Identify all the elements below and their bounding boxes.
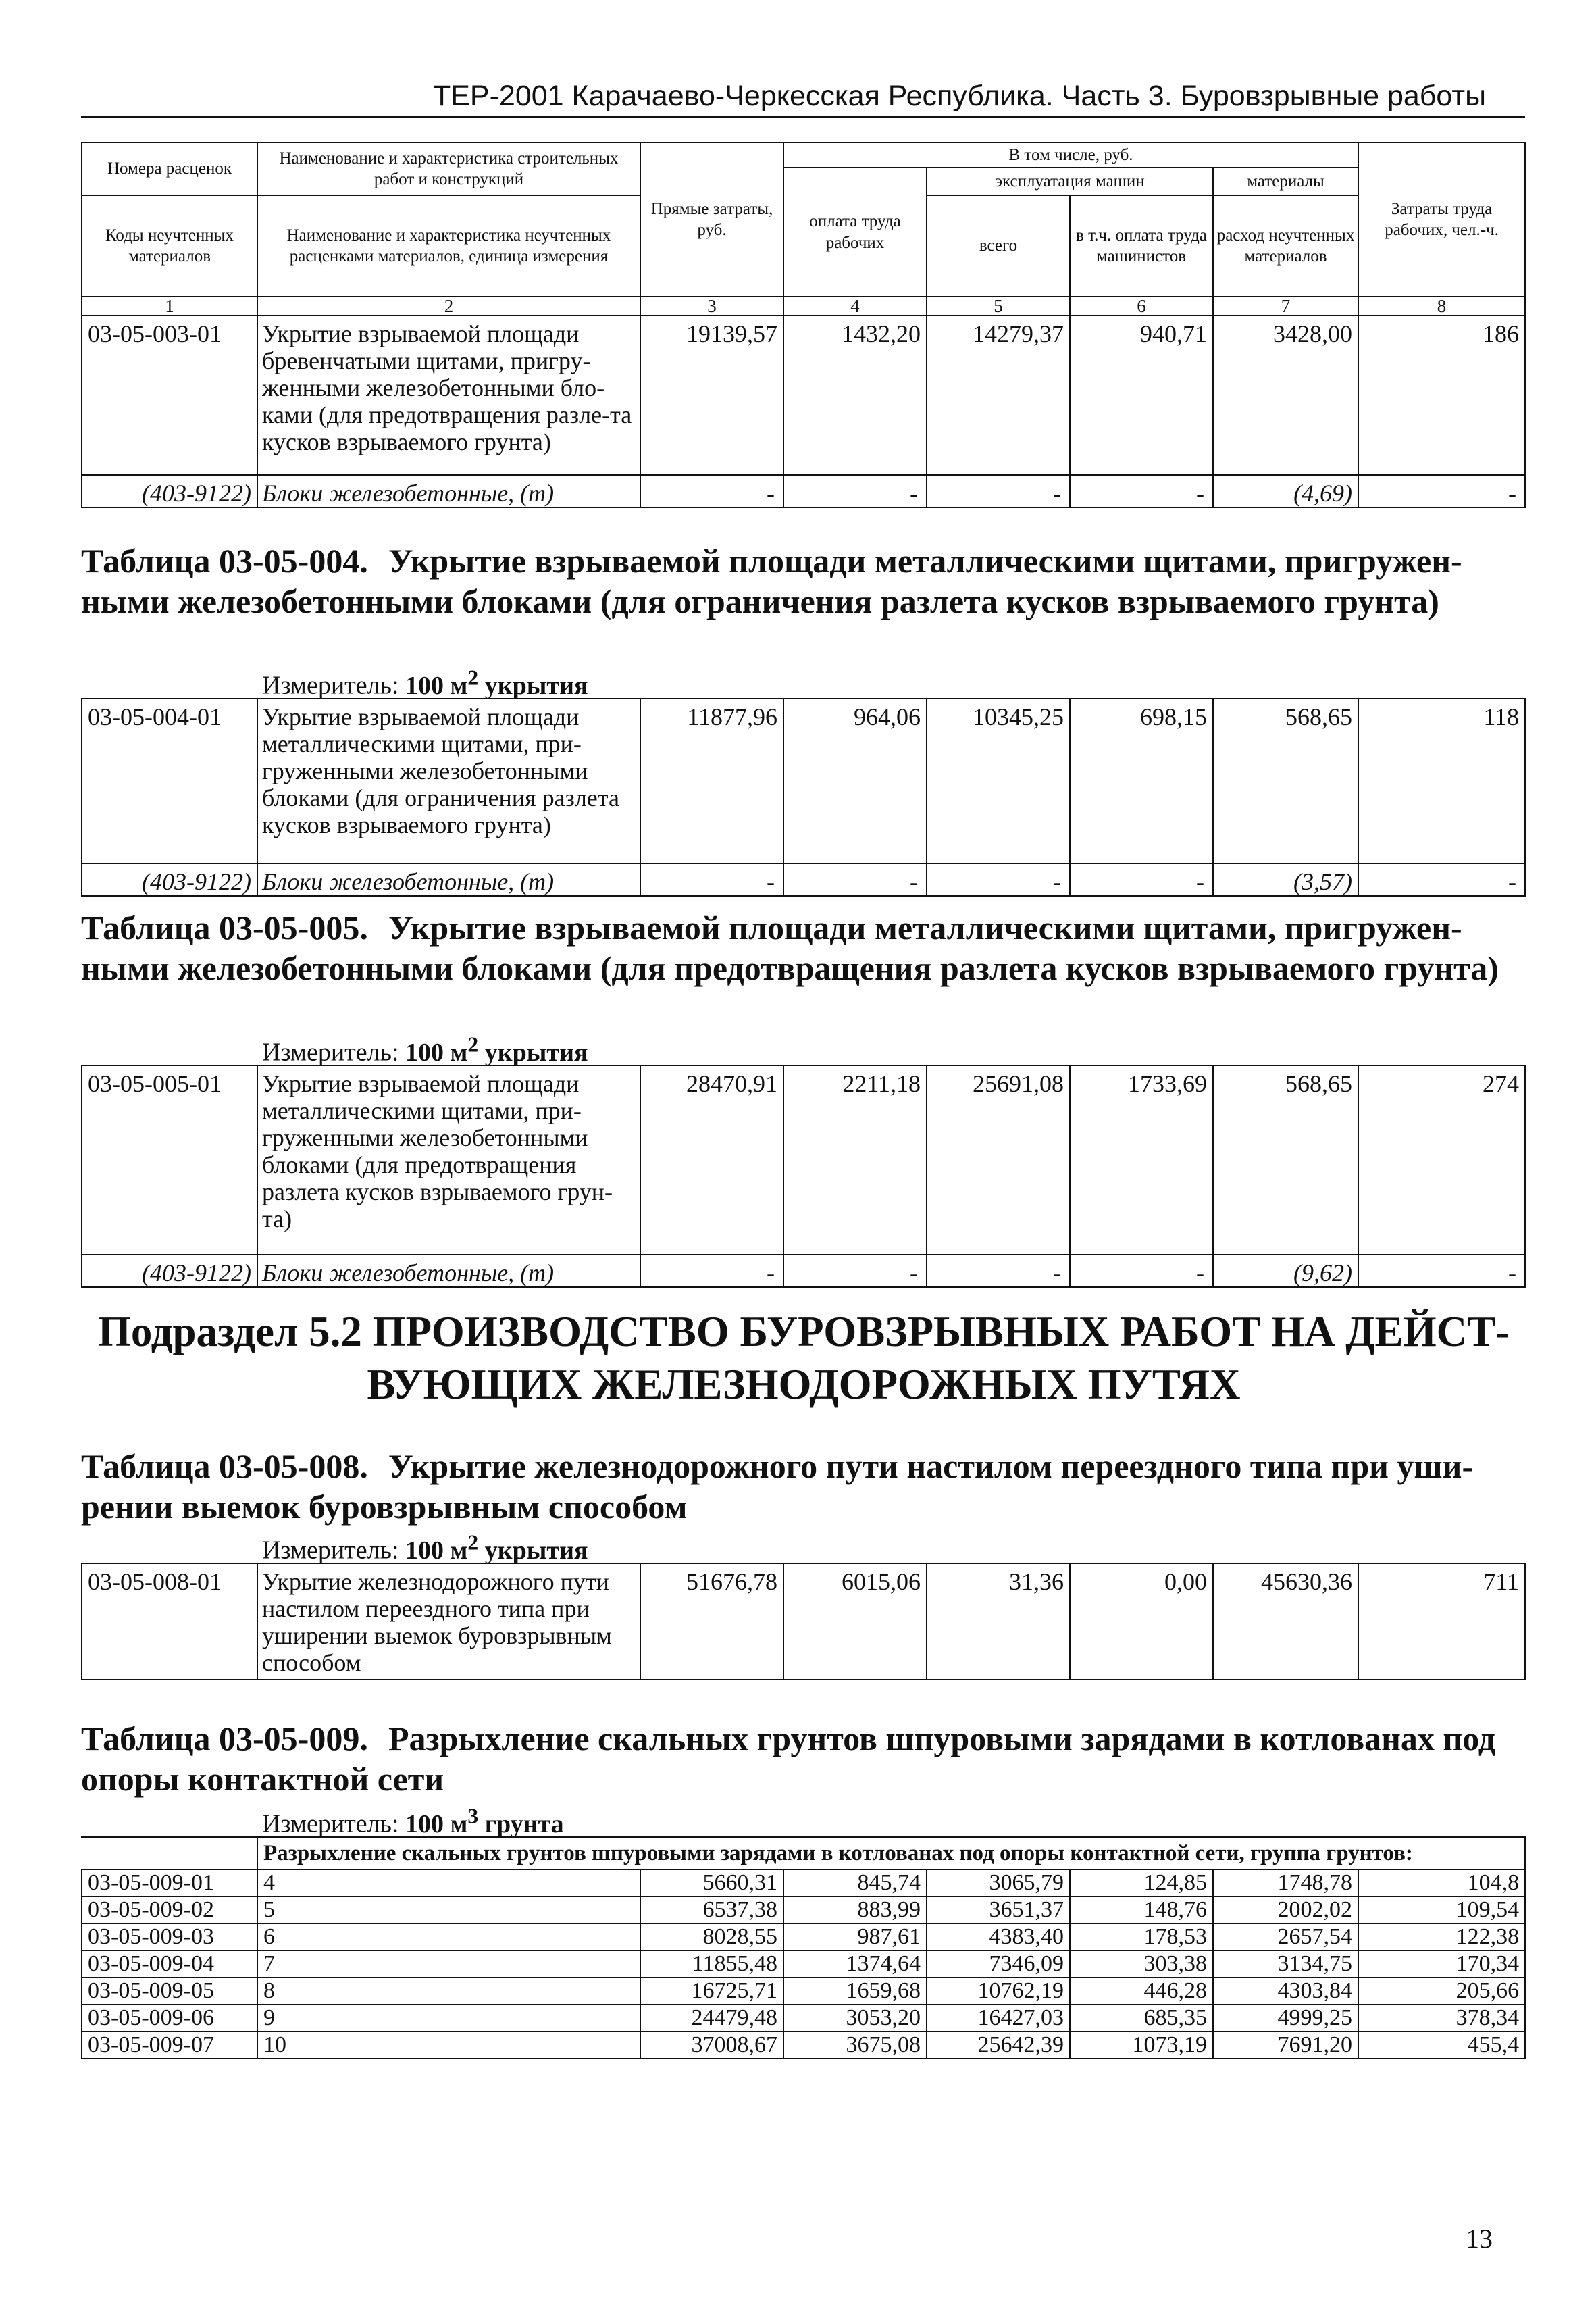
operator-pay: 685,35 <box>1070 2005 1213 2032</box>
material-code: (403-9122) <box>82 863 257 896</box>
machines-total: 7346,09 <box>927 1951 1070 1978</box>
labor-pay: 3675,08 <box>783 2032 927 2059</box>
table-row <box>82 1923 1525 1951</box>
operator-pay: 1073,19 <box>1070 2032 1213 2059</box>
table-row <box>82 2005 1525 2032</box>
machines-total: 14279,37 <box>927 316 1070 475</box>
direct-cost: 5660,31 <box>640 1869 783 1896</box>
labor-pay: 845,74 <box>783 1869 927 1896</box>
labor-hours: 118 <box>1358 699 1525 863</box>
table-005-measure <box>262 1032 588 1067</box>
material-value: - <box>927 1255 1070 1287</box>
machines-subheader: эксплуатация машин <box>927 168 1213 195</box>
table-008-measure <box>262 1530 588 1565</box>
materials-cost: 4999,25 <box>1213 2005 1358 2032</box>
labor-hours: 205,66 <box>1358 1978 1525 2005</box>
labor-pay: 1374,64 <box>783 1951 927 1978</box>
col7-header: расход неучтенных материалов <box>1213 195 1358 297</box>
soil-group: 8 <box>257 1978 640 2005</box>
table-004-measure <box>262 665 588 701</box>
machines-total: 10762,19 <box>927 1978 1070 2005</box>
table-004-title <box>81 540 1513 622</box>
page-number: 13 <box>1466 2223 1493 2254</box>
table-009-rows <box>82 1869 1525 2059</box>
col5-header: всего <box>927 195 1070 297</box>
measure-power: 2 <box>467 665 479 689</box>
rate-description: Укрытие взрываемой площади металлическими щитами, при-груженными железобетонными блоками (для предотвращения разлета кусков взрываемого грун-та) <box>257 1065 640 1255</box>
labor-pay: 6015,06 <box>783 1563 927 1680</box>
col1-top-header: Номера расценок <box>82 143 257 195</box>
measure-prefix: Измеритель: <box>262 1809 405 1838</box>
col-number: 6 <box>1070 297 1213 316</box>
labor-hours: 186 <box>1358 316 1525 475</box>
operator-pay: 698,15 <box>1070 699 1213 863</box>
machines-total: 25691,08 <box>927 1065 1070 1255</box>
table-005-title <box>81 907 1513 988</box>
material-name: Блоки железобетонные, (т) <box>257 863 640 896</box>
labor-pay: 883,99 <box>783 1896 927 1923</box>
rates-table-008 <box>81 1563 1526 1680</box>
direct-cost: 11855,48 <box>640 1951 783 1978</box>
rate-code: 03-05-003-01 <box>82 316 257 475</box>
table-label: Таблица 03-05-008. <box>81 1447 368 1485</box>
labor-pay: 964,06 <box>783 699 927 863</box>
col-number: 5 <box>927 297 1070 316</box>
table-009-title <box>81 1718 1513 1799</box>
material-value: (3,57) <box>1213 863 1358 896</box>
rates-table-003 <box>81 142 1526 508</box>
direct-cost: 16725,71 <box>640 1978 783 2005</box>
table-row <box>82 1869 1525 1896</box>
rate-code: 03-05-009-01 <box>82 1869 257 1896</box>
table-row <box>82 2032 1525 2059</box>
subsection-line: ВУЮЩИХ ЖЕЛЕЗНОДОРОЖНЫХ ПУТЯХ <box>367 1361 1241 1408</box>
material-value: - <box>783 1255 927 1287</box>
labor-pay: 1432,20 <box>783 316 927 475</box>
table-label: Таблица 03-05-009. <box>81 1719 368 1757</box>
subsection-heading <box>95 1305 1513 1411</box>
rate-description: Укрытие взрываемой площади бревенчатыми щитами, пригру-женными железобетонными бло-ками (для предотвращения разле-та кусков взрываемого грунта) <box>257 316 640 475</box>
rate-code: 03-05-009-05 <box>82 1978 257 2005</box>
measure-prefix: Измеритель: <box>262 1536 405 1565</box>
rates-table-004 <box>81 698 1526 897</box>
materials-cost: 3428,00 <box>1213 316 1358 475</box>
measure-power: 2 <box>467 1032 479 1056</box>
running-header: ТЕР-2001 Карачаево-Черкесская Республика. Часть 3. Буровзрывные работы <box>432 80 1486 112</box>
operator-pay: 178,53 <box>1070 1923 1213 1951</box>
labor-pay: 3053,20 <box>783 2005 927 2032</box>
direct-cost: 37008,67 <box>640 2032 783 2059</box>
operator-pay: 1733,69 <box>1070 1065 1213 1255</box>
material-code: (403-9122) <box>82 1255 257 1287</box>
measure-unit: 100 м <box>405 1809 468 1838</box>
operator-pay: 0,00 <box>1070 1563 1213 1680</box>
direct-cost: 24479,48 <box>640 2005 783 2032</box>
labor-hours: 170,34 <box>1358 1951 1525 1978</box>
measure-unit: 100 м <box>405 1536 468 1565</box>
materials-cost: 1748,78 <box>1213 1869 1358 1896</box>
col-number: 2 <box>257 297 640 316</box>
table-row <box>82 1978 1525 2005</box>
operator-pay: 446,28 <box>1070 1978 1213 2005</box>
labor-hours: 378,34 <box>1358 2005 1525 2032</box>
rate-code: 03-05-005-01 <box>82 1065 257 1255</box>
direct-cost: 8028,55 <box>640 1923 783 1951</box>
measure-suffix: укрытия <box>478 1038 588 1067</box>
rates-table-009 <box>81 1836 1526 2059</box>
col8-header: Затраты труда рабочих, чел.-ч. <box>1358 143 1525 297</box>
soil-group: 10 <box>257 2032 640 2059</box>
col-number: 3 <box>640 297 783 316</box>
material-value: - <box>1358 863 1525 896</box>
materials-cost: 3134,75 <box>1213 1951 1358 1978</box>
machines-total: 3651,37 <box>927 1896 1070 1923</box>
machines-total: 16427,03 <box>927 2005 1070 2032</box>
measure-suffix: укрытия <box>478 1536 588 1565</box>
labor-pay: 987,61 <box>783 1923 927 1951</box>
table-title-text: Укрытие взрываемой площади металлическими щитами, пригружен-ными железобетонными блоками (для ограничения разлета кусков взрываемого грунта) <box>81 542 1462 620</box>
measure-suffix: грунта <box>478 1809 564 1838</box>
labor-hours: 122,38 <box>1358 1923 1525 1951</box>
materials-subheader: материалы <box>1213 168 1358 195</box>
col2-top-header: Наименование и характеристика строительных работ и конструкций <box>257 143 640 195</box>
measure-unit: 100 м <box>405 1038 468 1067</box>
soil-group: 7 <box>257 1951 640 1978</box>
group-header: Разрыхление скальных грунтов шпуровыми зарядами в котлованах под опоры контактной сети, группа грунтов: <box>257 1837 1525 1869</box>
col-number: 4 <box>783 297 927 316</box>
measure-power: 2 <box>467 1530 479 1554</box>
rate-code: 03-05-009-02 <box>82 1896 257 1923</box>
table-row <box>82 1896 1525 1923</box>
material-name: Блоки железобетонные, (т) <box>257 1255 640 1287</box>
material-value: - <box>783 863 927 896</box>
material-value: - <box>640 1255 783 1287</box>
measure-prefix: Измеритель: <box>262 1038 405 1067</box>
col-number: 1 <box>82 297 257 316</box>
labor-hours: 104,8 <box>1358 1869 1525 1896</box>
rate-code: 03-05-009-07 <box>82 2032 257 2059</box>
measure-prefix: Измеритель: <box>262 671 405 700</box>
material-code: (403-9122) <box>82 475 257 507</box>
materials-cost: 7691,20 <box>1213 2032 1358 2059</box>
header-rule <box>81 116 1525 118</box>
rate-description: Укрытие взрываемой площади металлическими щитами, при-груженными железобетонными блоками (для ограничения разлета кусков взрываемого грунта) <box>257 699 640 863</box>
measure-power: 3 <box>467 1804 479 1828</box>
table-label: Таблица 03-05-005. <box>81 909 368 947</box>
machines-total: 3065,79 <box>927 1869 1070 1896</box>
material-value: - <box>927 475 1070 507</box>
material-value: (4,69) <box>1213 475 1358 507</box>
group-header: В том числе, руб. <box>783 143 1358 168</box>
operator-pay: 148,76 <box>1070 1896 1213 1923</box>
soil-group: 5 <box>257 1896 640 1923</box>
material-name: Блоки железобетонные, (т) <box>257 475 640 507</box>
machines-total: 4383,40 <box>927 1923 1070 1951</box>
table-title-text: Разрыхление скальных грунтов шпуровыми зарядами в котлованах под опоры контактной сети <box>81 1719 1496 1798</box>
rate-code: 03-05-009-03 <box>82 1923 257 1951</box>
rate-code: 03-05-008-01 <box>82 1563 257 1680</box>
machines-total: 10345,25 <box>927 699 1070 863</box>
materials-cost: 4303,84 <box>1213 1978 1358 2005</box>
materials-cost: 45630,36 <box>1213 1563 1358 1680</box>
rate-description: Укрытие железнодорожного пути настилом переездного типа при уширении выемок буровзрывным способом <box>257 1563 640 1680</box>
machines-total: 25642,39 <box>927 2032 1070 2059</box>
direct-cost: 19139,57 <box>640 316 783 475</box>
table-row <box>82 1951 1525 1978</box>
labor-hours: 109,54 <box>1358 1896 1525 1923</box>
col-number: 8 <box>1358 297 1525 316</box>
table-label: Таблица 03-05-004. <box>81 542 368 580</box>
operator-pay: 124,85 <box>1070 1869 1213 1896</box>
direct-cost: 6537,38 <box>640 1896 783 1923</box>
measure-unit: 100 м <box>405 671 468 700</box>
machines-total: 31,36 <box>927 1563 1070 1680</box>
rate-code: 03-05-009-04 <box>82 1951 257 1978</box>
materials-cost: 568,65 <box>1213 699 1358 863</box>
labor-pay: 2211,18 <box>783 1065 927 1255</box>
direct-cost: 51676,78 <box>640 1563 783 1680</box>
table-008-title <box>81 1446 1513 1527</box>
material-value: - <box>1358 475 1525 507</box>
table-009-measure <box>262 1804 564 1839</box>
direct-cost: 11877,96 <box>640 699 783 863</box>
material-value: - <box>783 475 927 507</box>
material-value: - <box>1070 1255 1213 1287</box>
col6-header: в т.ч. оплата труда машинистов <box>1070 195 1213 297</box>
material-value: - <box>1358 1255 1525 1287</box>
soil-group: 6 <box>257 1923 640 1951</box>
material-value: (9,62) <box>1213 1255 1358 1287</box>
material-value: - <box>640 863 783 896</box>
soil-group: 4 <box>257 1869 640 1896</box>
labor-pay: 1659,68 <box>783 1978 927 2005</box>
material-value: - <box>1070 863 1213 896</box>
col1-bottom-header: Коды неучтенных материалов <box>82 195 257 297</box>
materials-cost: 568,65 <box>1213 1065 1358 1255</box>
group-header-spacer <box>82 1837 257 1869</box>
col4-header: оплата труда рабочих <box>783 168 927 297</box>
direct-cost: 28470,91 <box>640 1065 783 1255</box>
material-value: - <box>1070 475 1213 507</box>
table-title-text: Укрытие железнодорожного пути настилом переездного типа при уши-рении выемок буровзрывным способом <box>81 1447 1474 1526</box>
rates-table-005 <box>81 1065 1526 1288</box>
materials-cost: 2002,02 <box>1213 1896 1358 1923</box>
material-value: - <box>927 863 1070 896</box>
subsection-line: Подраздел 5.2 ПРОИЗВОДСТВО БУРОВЗРЫВНЫХ РАБОТ НА ДЕЙСТ- <box>97 1308 1510 1355</box>
col3-header: Прямые затраты, руб. <box>640 143 783 297</box>
material-value: - <box>640 475 783 507</box>
labor-hours: 274 <box>1358 1065 1525 1255</box>
rate-code: 03-05-004-01 <box>82 699 257 863</box>
labor-hours: 455,4 <box>1358 2032 1525 2059</box>
labor-hours: 711 <box>1358 1563 1525 1680</box>
operator-pay: 940,71 <box>1070 316 1213 475</box>
soil-group: 9 <box>257 2005 640 2032</box>
table-title-text: Укрытие взрываемой площади металлическими щитами, пригружен-ными железобетонными блоками (для предотвращения разлета кусков взрываемого грунта) <box>81 909 1499 987</box>
col-number: 7 <box>1213 297 1358 316</box>
materials-cost: 2657,54 <box>1213 1923 1358 1951</box>
col2-bottom-header: Наименование и характеристика неучтенных расценками материалов, единица измерения <box>257 195 640 297</box>
measure-suffix: укрытия <box>478 671 588 700</box>
operator-pay: 303,38 <box>1070 1951 1213 1978</box>
rate-code: 03-05-009-06 <box>82 2005 257 2032</box>
